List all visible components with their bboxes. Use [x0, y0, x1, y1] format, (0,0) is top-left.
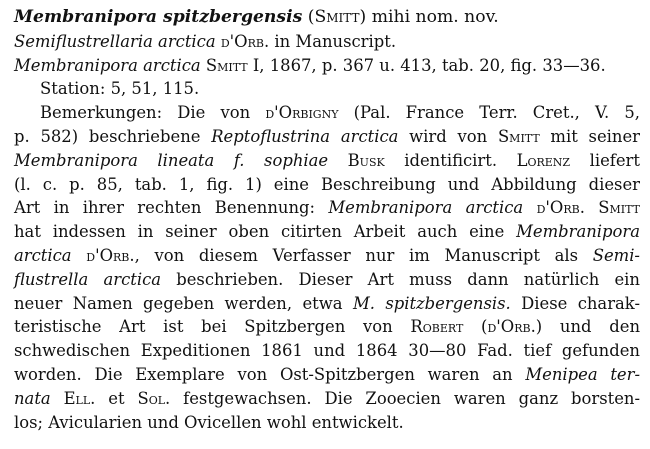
synonym-name: Semiflustrellaria arctica: [14, 31, 216, 51]
synonym-author: d'Orb.: [220, 31, 270, 51]
synonym-line: [14, 54, 640, 78]
text-line: teristische Art ist bei Spitzbergen von Robert (d'Orb.) und den: [14, 317, 640, 337]
text-line: flustrella arctica beschrieben. Dieser Art muss dann natürlich ein: [14, 269, 640, 289]
species-heading: Membranipora spitzbergensis (Smitt) mihi nom. nov.: [14, 7, 499, 27]
station-line: Station: 5, 51, 115.: [40, 79, 200, 99]
text-line: worden. Die Exemplare von Ost-Spitzbergen waren an Menipea ter-: [14, 364, 640, 384]
species-author: Smitt: [314, 7, 360, 27]
remarks-paragraph: [14, 101, 640, 434]
text-line: hat indessen in seiner oben citirten Arbeit auch eine Membranipora: [14, 222, 640, 242]
text-line: neuer Namen gegeben werden, etwa M. spitzbergensis. Diese charak-: [14, 293, 640, 313]
text-line: schwedischen Expeditionen 1861 und 1864 30—80 Fad. tief gefunden: [14, 341, 640, 361]
text-line: (l. c. p. 85, tab. 1, fig. 1) eine Beschreibung und Abbildung dieser: [14, 174, 640, 194]
synonym-reference: I, 1867, p. 367 u. 413, tab. 20, fig. 33—36.: [252, 55, 606, 75]
text-line: Membranipora lineata f. sophiae Busk identificirt. Lorenz liefert: [14, 150, 640, 170]
text-line: Art in ihrer rechten Benennung: Membranipora arctica d'Orb. Smitt: [14, 198, 640, 218]
species-name: Membranipora spitzbergensis: [14, 7, 303, 27]
synonym-reference: in Manuscript.: [274, 31, 397, 51]
text-line: Bemerkungen: Die von d'Orbigny (Pal. France Terr. Cret., V. 5,: [40, 103, 640, 123]
text-line: arctica d'Orb., von diesem Verfasser nur im Manuscript als Semi-: [14, 245, 640, 265]
text-line: p. 582) beschriebene Reptoflustrina arctica wird von Smitt mit seiner: [14, 126, 640, 146]
synonym-line: [14, 30, 640, 54]
text-line: los; Avicularien und Ovicellen wohl entwickelt.: [14, 412, 404, 432]
text-line: nata Ell. et Sol. festgewachsen. Die Zooecien waren ganz borsten-: [14, 388, 640, 408]
heading-suffix: mihi nom. nov.: [371, 7, 499, 27]
synonym-author: Smitt: [205, 55, 248, 75]
synonym-name: Membranipora arctica: [14, 55, 201, 75]
